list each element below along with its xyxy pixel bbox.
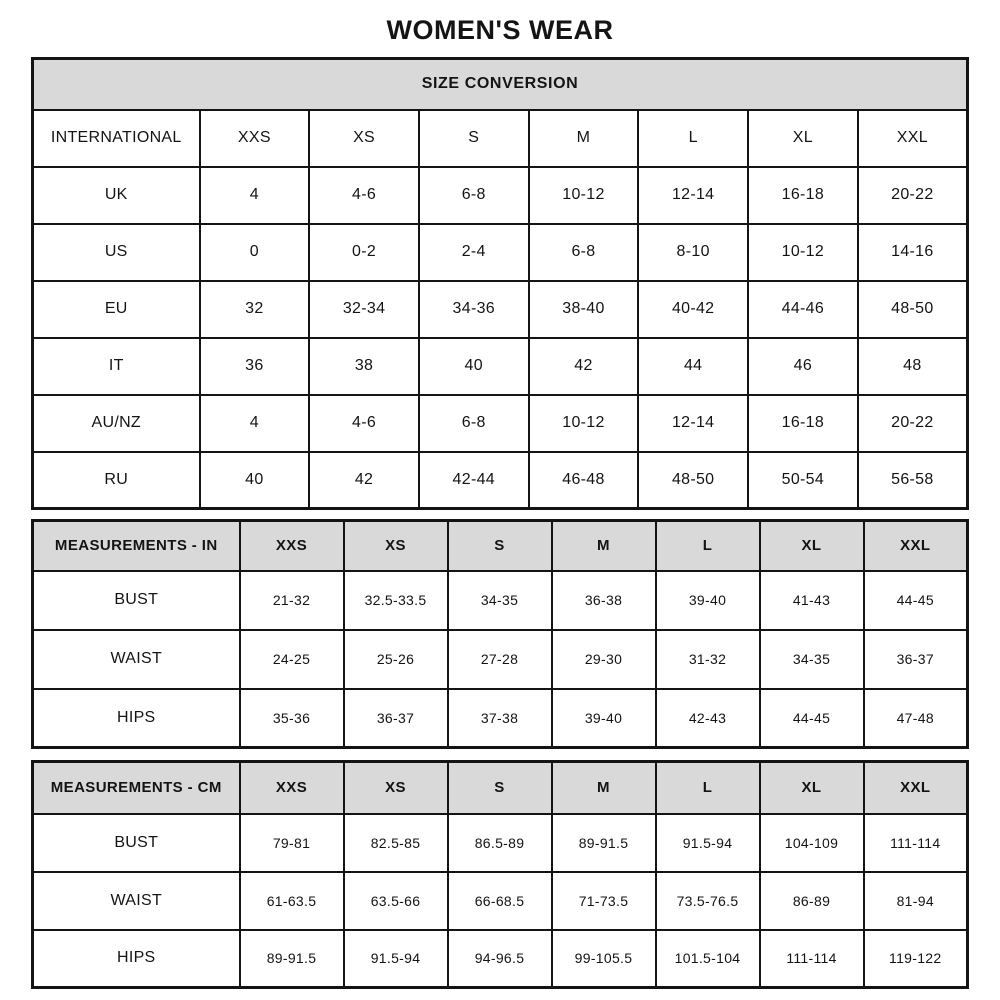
value-cell: 16-18 <box>748 167 858 224</box>
value-cell: 12-14 <box>638 167 748 224</box>
value-cell: 66-68.5 <box>448 872 552 930</box>
value-cell: 41-43 <box>760 571 864 630</box>
value-cell: 50-54 <box>748 452 858 509</box>
value-cell: 82.5-85 <box>344 814 448 872</box>
table-row <box>33 452 968 509</box>
value-cell: 44 <box>638 338 748 395</box>
table-row <box>33 338 968 395</box>
value-cell: 56-58 <box>858 452 968 509</box>
table-row <box>33 814 968 872</box>
row-label-cell: BUST <box>33 571 240 630</box>
value-cell: 111-114 <box>864 814 968 872</box>
value-cell: 99-105.5 <box>552 930 656 988</box>
column-header-cell: L <box>638 110 748 167</box>
value-cell: 38 <box>309 338 419 395</box>
measurements-in-table <box>31 519 969 749</box>
row-label-cell: UK <box>33 167 200 224</box>
value-cell: 6-8 <box>529 224 639 281</box>
value-cell: 46 <box>748 338 858 395</box>
table-row <box>33 571 968 630</box>
value-cell: 48 <box>858 338 968 395</box>
value-cell: 36-37 <box>344 689 448 748</box>
value-cell: 34-35 <box>760 630 864 689</box>
column-header-cell: XXL <box>858 110 968 167</box>
value-cell: 46-48 <box>529 452 639 509</box>
column-header-cell: XL <box>748 110 858 167</box>
value-cell: 47-48 <box>864 689 968 748</box>
value-cell: 25-26 <box>344 630 448 689</box>
value-cell: 71-73.5 <box>552 872 656 930</box>
value-cell: 73.5-76.5 <box>656 872 760 930</box>
value-cell: 42 <box>529 338 639 395</box>
value-cell: 8-10 <box>638 224 748 281</box>
value-cell: 34-35 <box>448 571 552 630</box>
value-cell: 86-89 <box>760 872 864 930</box>
column-header-cell: XXL <box>864 762 968 814</box>
measurements-cm-table <box>31 760 969 989</box>
value-cell: 32-34 <box>309 281 419 338</box>
column-header-cell: XXS <box>240 762 344 814</box>
row-label-cell: IT <box>33 338 200 395</box>
value-cell: 6-8 <box>419 395 529 452</box>
column-header-cell: MEASUREMENTS - IN <box>33 521 240 571</box>
value-cell: 4 <box>200 395 310 452</box>
table-row <box>33 689 968 748</box>
value-cell: 10-12 <box>529 167 639 224</box>
table-title-row <box>33 59 968 110</box>
column-header-cell: XS <box>344 762 448 814</box>
column-header-cell: INTERNATIONAL <box>33 110 200 167</box>
column-header-cell: XXS <box>240 521 344 571</box>
value-cell: 16-18 <box>748 395 858 452</box>
value-cell: 2-4 <box>419 224 529 281</box>
value-cell: 40-42 <box>638 281 748 338</box>
table-row <box>33 872 968 930</box>
value-cell: 32 <box>200 281 310 338</box>
column-header-cell: M <box>552 521 656 571</box>
table-gap <box>31 749 969 760</box>
value-cell: 119-122 <box>864 930 968 988</box>
table-row <box>33 395 968 452</box>
value-cell: 40 <box>419 338 529 395</box>
column-header-cell: L <box>656 762 760 814</box>
row-label-cell: AU/NZ <box>33 395 200 452</box>
value-cell: 86.5-89 <box>448 814 552 872</box>
value-cell: 89-91.5 <box>240 930 344 988</box>
row-label-cell: WAIST <box>33 872 240 930</box>
value-cell: 0 <box>200 224 310 281</box>
value-cell: 39-40 <box>552 689 656 748</box>
column-header-cell: M <box>552 762 656 814</box>
value-cell: 40 <box>200 452 310 509</box>
value-cell: 63.5-66 <box>344 872 448 930</box>
value-cell: 44-46 <box>748 281 858 338</box>
table-title: SIZE CONVERSION <box>33 59 968 110</box>
table-row <box>33 224 968 281</box>
table-gap <box>31 510 969 519</box>
value-cell: 27-28 <box>448 630 552 689</box>
value-cell: 4-6 <box>309 395 419 452</box>
value-cell: 20-22 <box>858 395 968 452</box>
value-cell: 61-63.5 <box>240 872 344 930</box>
value-cell: 91.5-94 <box>344 930 448 988</box>
value-cell: 4 <box>200 167 310 224</box>
row-label-cell: WAIST <box>33 630 240 689</box>
column-header-cell: XXL <box>864 521 968 571</box>
value-cell: 37-38 <box>448 689 552 748</box>
row-label-cell: BUST <box>33 814 240 872</box>
column-header-cell: M <box>529 110 639 167</box>
value-cell: 35-36 <box>240 689 344 748</box>
column-header-row <box>33 521 968 571</box>
page-title: WOMEN'S WEAR <box>386 15 614 45</box>
value-cell: 10-12 <box>748 224 858 281</box>
value-cell: 24-25 <box>240 630 344 689</box>
column-header-cell: S <box>448 521 552 571</box>
column-header-row <box>33 762 968 814</box>
value-cell: 4-6 <box>309 167 419 224</box>
column-header-cell: MEASUREMENTS - CM <box>33 762 240 814</box>
value-cell: 44-45 <box>760 689 864 748</box>
table-row <box>33 630 968 689</box>
value-cell: 48-50 <box>638 452 748 509</box>
column-header-row <box>33 110 968 167</box>
value-cell: 42 <box>309 452 419 509</box>
value-cell: 10-12 <box>529 395 639 452</box>
value-cell: 104-109 <box>760 814 864 872</box>
value-cell: 42-43 <box>656 689 760 748</box>
column-header-cell: S <box>448 762 552 814</box>
value-cell: 32.5-33.5 <box>344 571 448 630</box>
value-cell: 39-40 <box>656 571 760 630</box>
column-header-cell: XS <box>344 521 448 571</box>
column-header-cell: XL <box>760 521 864 571</box>
value-cell: 89-91.5 <box>552 814 656 872</box>
value-cell: 94-96.5 <box>448 930 552 988</box>
value-cell: 29-30 <box>552 630 656 689</box>
value-cell: 48-50 <box>858 281 968 338</box>
table-row <box>33 167 968 224</box>
column-header-cell: XL <box>760 762 864 814</box>
size-conversion-table <box>31 57 969 510</box>
value-cell: 36-37 <box>864 630 968 689</box>
table-row <box>33 281 968 338</box>
value-cell: 81-94 <box>864 872 968 930</box>
value-cell: 14-16 <box>858 224 968 281</box>
row-label-cell: RU <box>33 452 200 509</box>
column-header-cell: L <box>656 521 760 571</box>
value-cell: 42-44 <box>419 452 529 509</box>
value-cell: 111-114 <box>760 930 864 988</box>
value-cell: 31-32 <box>656 630 760 689</box>
row-label-cell: HIPS <box>33 689 240 748</box>
value-cell: 79-81 <box>240 814 344 872</box>
value-cell: 101.5-104 <box>656 930 760 988</box>
value-cell: 6-8 <box>419 167 529 224</box>
value-cell: 34-36 <box>419 281 529 338</box>
value-cell: 36-38 <box>552 571 656 630</box>
value-cell: 36 <box>200 338 310 395</box>
table-row <box>33 930 968 988</box>
row-label-cell: EU <box>33 281 200 338</box>
value-cell: 12-14 <box>638 395 748 452</box>
value-cell: 44-45 <box>864 571 968 630</box>
row-label-cell: US <box>33 224 200 281</box>
value-cell: 0-2 <box>309 224 419 281</box>
column-header-cell: S <box>419 110 529 167</box>
value-cell: 38-40 <box>529 281 639 338</box>
column-header-cell: XS <box>309 110 419 167</box>
value-cell: 20-22 <box>858 167 968 224</box>
column-header-cell: XXS <box>200 110 310 167</box>
value-cell: 91.5-94 <box>656 814 760 872</box>
value-cell: 21-32 <box>240 571 344 630</box>
row-label-cell: HIPS <box>33 930 240 988</box>
